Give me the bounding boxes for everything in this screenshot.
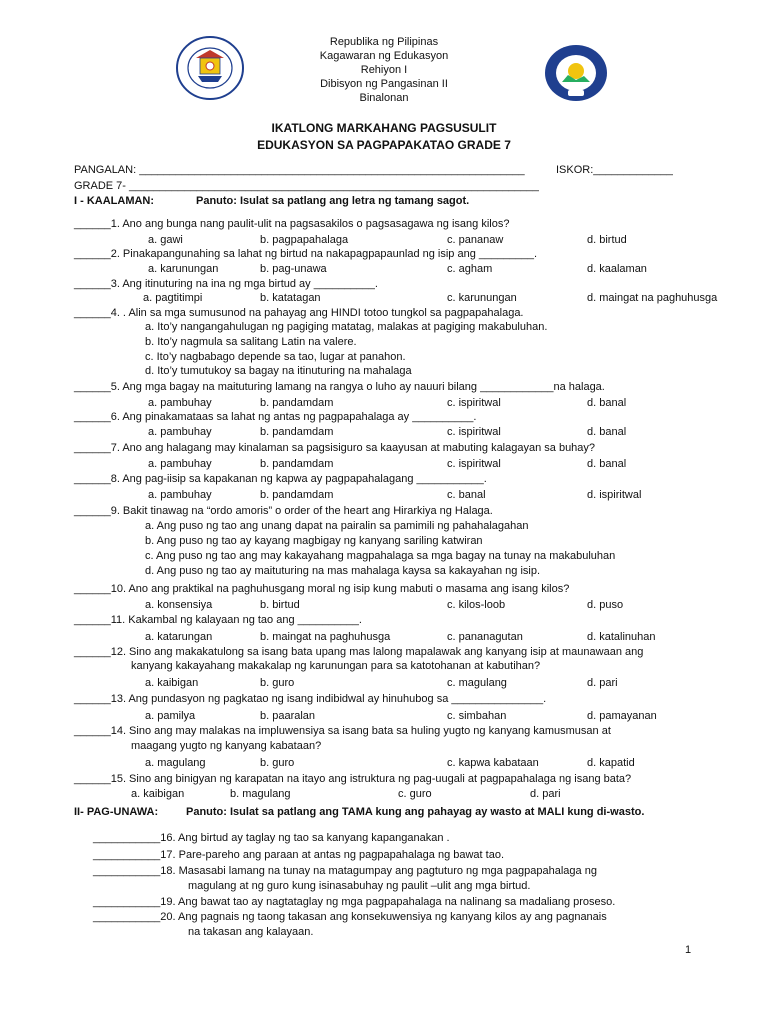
question-14: ______14. Sino ang may malakas na impluwensiya sa isang bata sa huling yugto ng kanyang kamusmusan at [74, 725, 611, 737]
question-8: ______8. Ang pag-iisip sa kapakanan ng kapwa ay pagpapahalagang ___________. [74, 473, 487, 485]
q6-option-d: d. banal [587, 426, 627, 438]
q9-option-c: c. Ang puso ng tao ang may kakayahang magpahalaga sa mga bagay na tunay na makabuluhan [145, 550, 616, 562]
q1-option-b: b. pagpapahalaga [260, 234, 349, 246]
question-12-line-2: kanyang kakayahang makakalap ng karunungan para sa katotohanan at kabutihan? [131, 660, 541, 672]
q3-option-b: b. katatagan [260, 292, 321, 304]
q11-option-d: d. katalinuhan [587, 631, 656, 643]
q5-option-a: a. pambuhay [148, 397, 212, 409]
q9-option-a: a. Ang puso ng tao ang unang dapat na pairalin sa pamimili ng pahahalagahan [145, 520, 529, 532]
q1-option-a: a. gawi [148, 234, 183, 246]
q15-option-d: d. pari [530, 788, 561, 800]
score-field[interactable]: ISKOR:_____________ [556, 164, 673, 176]
header-line-2: Kagawaran ng Edukasyon [319, 50, 449, 62]
q12-option-a: a. kaibigan [145, 677, 199, 689]
page-number: 1 [685, 944, 692, 956]
q10-option-a: a. konsensiya [145, 599, 213, 611]
statement-17: ___________17. Pare-pareho ang paraan at antas ng pagpapahalaga ng bawat tao. [93, 849, 505, 861]
q9-option-b: b. Ang puso ng tao ay kayang magbigay ng kanyang sariling katwiran [145, 535, 483, 547]
q13-option-d: d. pamayanan [587, 710, 657, 722]
q15-option-a: a. kaibigan [131, 788, 185, 800]
q8-option-b: b. pandamdam [260, 489, 334, 501]
q1-option-c: c. pananaw [447, 234, 504, 246]
q7-option-c: c. ispiritwal [447, 458, 501, 470]
q8-option-c: c. banal [447, 489, 486, 501]
q8-option-a: a. pambuhay [148, 489, 212, 501]
statement-16: ___________16. Ang birtud ay taglay ng tao sa kanyang kapanganakan . [93, 832, 450, 844]
question-4: ______4. . Alin sa mga sumusunod na pahayag ang HINDI totoo tungkol sa pagpapahalaga. [74, 307, 524, 319]
q5-option-d: d. banal [587, 397, 627, 409]
q13-option-c: c. simbahan [447, 710, 507, 722]
question-3: ______3. Ang itinuturing na ina ng mga birtud ay __________. [74, 278, 378, 290]
section2-instruction: Panuto: Isulat sa patlang ang TAMA kung ang pahayag ay wasto at MALI kung di-wasto. [186, 806, 645, 818]
q8-option-d: d. ispiritwal [587, 489, 642, 501]
q14-option-c: c. kapwa kabataan [447, 757, 539, 769]
q15-option-b: b. magulang [230, 788, 291, 800]
q4-option-d: d. Ito’y tumutukoy sa bagay na itinuturing na mahalaga [145, 365, 412, 377]
question-2: ______2. Pinakapangunahing sa lahat ng birtud na nakapagpapaunlad ng isip ang _________. [74, 248, 538, 260]
q6-option-b: b. pandamdam [260, 426, 334, 438]
q4-option-b: b. Ito’y nagmula sa salitang Latin na valere. [145, 336, 357, 348]
q2-option-a: a. karunungan [148, 263, 219, 275]
header-line-3: Rehiyon I [360, 64, 408, 76]
header-line-4: Dibisyon ng Pangasinan II [320, 78, 448, 90]
question-12: ______12. Sino ang makakatulong sa isang bata upang mas lalong mapalawak ang kanyang isip at maunawaan ang [74, 646, 644, 658]
question-11: ______11. Kakambal ng kalayaan ng tao ang __________. [74, 614, 362, 626]
question-9: ______9. Bakit tinawag na “ordo amoris” o order of the heart ang Hirarkiya ng Halaga. [74, 505, 493, 517]
exam-subtitle: EDUKASYON SA PAGPAPAKATAO GRADE 7 [257, 138, 511, 152]
question-1: ______1. Ano ang bunga nang paulit-ulit na pagsasakilos o pagsasagawa ng isang kilos? [74, 218, 510, 230]
q4-option-a: a. Ito’y nangangahulugan ng pagiging matatag, malakas at pagiging makabuluhan. [145, 321, 548, 333]
header-line-5: Binalonan [359, 92, 409, 104]
section1-label: I - KAALAMAN: [74, 195, 155, 207]
q11-option-c: c. pananagutan [447, 631, 523, 643]
q7-option-a: a. pambuhay [148, 458, 212, 470]
q3-option-c: c. karunungan [447, 292, 517, 304]
q11-option-a: a. katarungan [145, 631, 213, 643]
section1-instruction: Panuto: Isulat sa patlang ang letra ng tamang sagot. [196, 195, 470, 207]
q14-option-a: a. magulang [145, 757, 206, 769]
q14-option-b: b. guro [260, 757, 295, 769]
q13-option-a: a. pamilya [145, 710, 196, 722]
q11-option-b: b. maingat na paghuhusga [260, 631, 391, 643]
question-6: ______6. Ang pinakamataas sa lahat ng antas ng pagpapahalaga ay __________. [74, 411, 477, 423]
q10-option-b: b. birtud [260, 599, 300, 611]
exam-title: IKATLONG MARKAHANG PAGSUSULIT [271, 121, 497, 135]
q12-option-d: d. pari [587, 677, 618, 689]
question-10: ______10. Ano ang praktikal na paghuhusgang moral ng isip kung mabuti o masama ang isang kilos? [74, 583, 570, 595]
q14-option-d: d. kapatid [587, 757, 635, 769]
q12-option-c: c. magulang [447, 677, 507, 689]
q1-option-d: d. birtud [587, 234, 627, 246]
q5-option-c: c. ispiritwal [447, 397, 501, 409]
q4-option-c: c. Ito’y nagbabago depende sa tao, lugar at panahon. [145, 351, 406, 363]
q15-option-c: c. guro [398, 788, 432, 800]
question-13: ______13. Ang pundasyon ng pagkatao ng isang indibidwal ay hinuhubog sa _______________. [74, 693, 547, 705]
q5-option-b: b. pandamdam [260, 397, 334, 409]
section2-label: II- PAG-UNAWA: [74, 806, 159, 818]
statement-18: ___________18. Masasabi lamang na tunay na matagumpay ang pagtuturo ng mga pagpapahalaga ng [93, 865, 597, 877]
q6-option-c: c. ispiritwal [447, 426, 501, 438]
q9-option-d: d. Ang puso ng tao ay maituturing na mas mahalaga kaysa sa kakayahan ng isip. [145, 565, 541, 577]
q2-option-b: b. pag-unawa [260, 263, 327, 275]
question-5: ______5. Ang mga bagay na maituturing lamang na rangya o luho ay nauuri bilang ____________na halaga. [74, 381, 605, 393]
q7-option-d: d. banal [587, 458, 627, 470]
statement-18-line-2: magulang at ng guro kung isinasabuhay ng paulit –ulit ang mga birtud. [188, 880, 531, 892]
statement-20: ___________20. Ang pagnais ng taong takasan ang konsekuwensiya ng kanyang kilos ay ang pagnanais [93, 911, 607, 923]
header-line-1: Republika ng Pilipinas [329, 36, 439, 48]
q2-option-d: d. kaalaman [587, 263, 647, 275]
q12-option-b: b. guro [260, 677, 295, 689]
q13-option-b: b. paaralan [260, 710, 316, 722]
q7-option-b: b. pandamdam [260, 458, 334, 470]
q3-option-d: d. maingat na paghuhusga [587, 292, 718, 304]
q3-option-a: a. pagtitimpi [143, 292, 203, 304]
grade-field[interactable]: GRADE 7- ___________________________________________________________________ [74, 180, 539, 192]
name-field[interactable]: PANGALAN: _______________________________________________________________ [74, 164, 525, 176]
question-7: ______7. Ano ang halagang may kinalaman sa pagsisiguro sa kaayusan at mabuting kalagayan sa buhay? [74, 442, 596, 454]
q6-option-a: a. pambuhay [148, 426, 212, 438]
question-15: ______15. Sino ang binigyan ng karapatan na itayo ang istruktura ng pag-uugali at pagpapahalaga ng isang bata? [74, 773, 632, 785]
q10-option-c: c. kilos-loob [447, 599, 506, 611]
q2-option-c: c. agham [447, 263, 493, 275]
statement-19: ___________19. Ang bawat tao ay nagtataglay ng mga pagpapahalaga na nalinang sa madaliang proseso. [93, 896, 616, 908]
q10-option-d: d. puso [587, 599, 624, 611]
statement-20-line-2: na takasan ang kalayaan. [188, 926, 314, 938]
question-14-line-2: maagang yugto ng kanyang kabataan? [131, 740, 322, 752]
